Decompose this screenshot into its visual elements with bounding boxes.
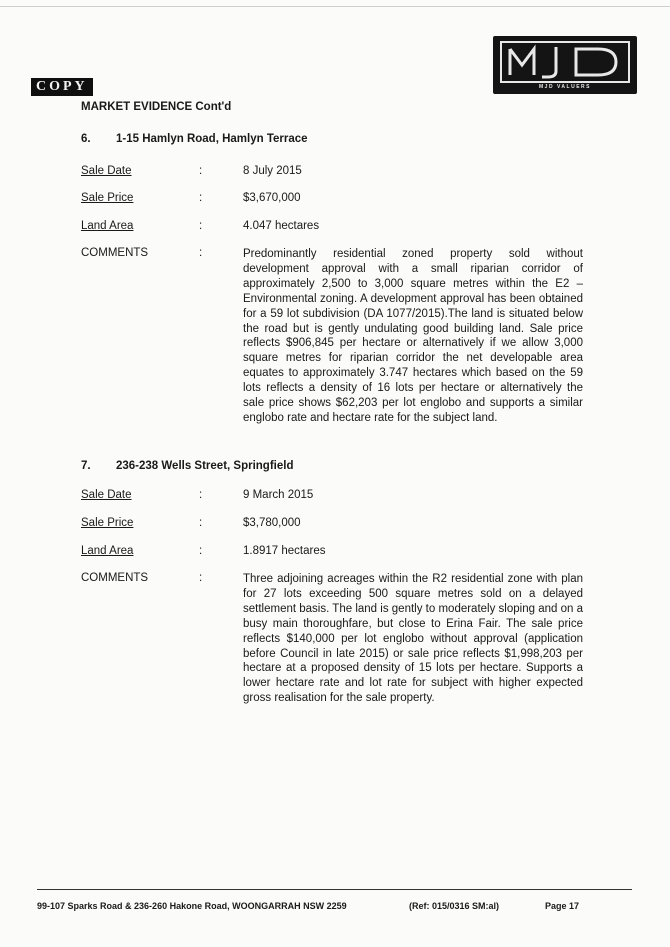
section-heading: MARKET EVIDENCE Cont'd: [81, 101, 232, 113]
property-title: [81, 460, 293, 472]
mjd-logo: [493, 36, 637, 94]
property-number: 7.: [81, 460, 91, 472]
colon: :: [199, 192, 203, 204]
land-area-value: 1.8917 hectares: [243, 545, 326, 557]
colon: :: [199, 220, 203, 232]
colon: :: [199, 517, 203, 529]
comments-label: COMMENTS: [81, 572, 149, 584]
sale-date-value: 9 March 2015: [243, 489, 314, 501]
sale-date-label: Sale Date: [81, 165, 132, 177]
colon: :: [199, 165, 203, 177]
sale-price-value: $3,780,000: [243, 517, 301, 529]
property-address: 236-238 Wells Street, Springfield: [116, 460, 294, 472]
footer-rule: [37, 889, 632, 890]
sale-price-label: Sale Price: [81, 192, 134, 204]
land-area-value: 4.047 hectares: [243, 220, 320, 232]
top-rule: [0, 6, 670, 7]
page-number: Page 17: [545, 901, 580, 911]
land-area-label: Land Area: [81, 545, 134, 557]
colon: :: [199, 545, 203, 557]
property-address: 1-15 Hamlyn Road, Hamlyn Terrace: [116, 133, 308, 145]
sale-price-label: Sale Price: [81, 517, 134, 529]
property-title: [81, 133, 308, 145]
copy-stamp: COPY: [31, 78, 93, 96]
mjd-monogram-icon: [500, 41, 630, 83]
footer-address: 99-107 Sparks Road & 236-260 Hakone Road, WOONGARRAH NSW 2259: [37, 901, 347, 911]
sale-date-label: Sale Date: [81, 489, 132, 501]
colon: :: [199, 572, 203, 584]
colon: :: [199, 489, 203, 501]
colon: :: [199, 247, 203, 259]
comments-label: COMMENTS: [81, 247, 149, 259]
sale-date-value: 8 July 2015: [243, 165, 302, 177]
logo-tagline: MJD VALUERS: [539, 84, 591, 90]
footer-reference: (Ref: 015/0316 SM:al): [409, 901, 500, 911]
sale-price-value: $3,670,000: [243, 192, 301, 204]
property-number: 6.: [81, 133, 91, 145]
land-area-label: Land Area: [81, 220, 134, 232]
comments-text: Three adjoining acreages within the R2 residential zone with plan for 27 lots exceeding 500 square metres sold on a delayed settlement basis. The land is gently to moderately sloping and on a busy main thoroughfare, but close to Erina Fair. The sale price reflects $140,000 per lot englobo without approval (application before Council in late 2015) or sale price reflects $1,998,203 per hectare at a proposed density of 15 lots per hectare. Supports a lower hectare rate and lot rate for subject with higher expected gross realisation for the sale property.: [243, 573, 583, 705]
comments-text: Predominantly residential zoned property sold without development approval with a small riparian corridor of approximately 2,500 to 3,000 square metres within the E2 – Environmental zoning. A development approval has been obtained for a 59 lot subdivision (DA 1077/2015).The land is situated below the road but is gently undulating good building land. Sale price reflects $906,845 per hectare or alternatively if we allow 3,000 square metres for riparian corridor the net developable area equates to approximately 3.747 hectares which based on the 59 lots reflects a density of 16 lots per hectare or alternatively the sale price shows $62,203 per lot englobo and supports a similar englobo rate and hectare rate for the subject land.: [243, 248, 583, 424]
